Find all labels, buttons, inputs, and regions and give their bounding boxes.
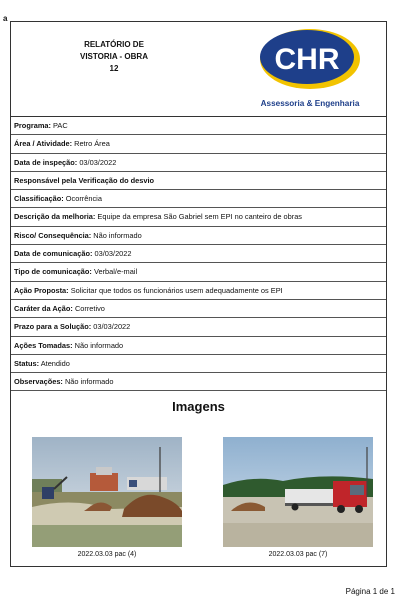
field-value: Corretivo: [74, 303, 105, 313]
logo-text: CHR: [274, 43, 340, 76]
field-row: [11, 117, 386, 135]
field-label: Risco/ Consequência:: [14, 230, 92, 240]
field-value: Equipe da empresa São Gabriel sem EPI no canteiro de obras: [97, 212, 302, 222]
field-label: Caráter da Ação:: [14, 303, 73, 313]
field-value: 03/03/2022: [94, 249, 132, 259]
field-row: [11, 190, 386, 208]
field-row: [11, 172, 386, 190]
field-label: Data de inspeção:: [14, 157, 78, 167]
field-label: Data de comunicação:: [14, 249, 93, 259]
corner-label: a: [3, 14, 8, 23]
field-value: Não informado: [93, 230, 142, 240]
field-row: [11, 355, 386, 373]
field-value: Atendido: [40, 358, 70, 368]
field-value: Ocorrência: [65, 194, 102, 204]
field-value: Retro Área: [74, 139, 110, 149]
field-label: Prazo para a Solução:: [14, 322, 92, 332]
page-number: Página 1 de 1: [345, 587, 395, 596]
field-label: Classificação:: [14, 194, 64, 204]
field-row: [11, 318, 386, 336]
field-row: [11, 373, 386, 391]
report-header: [11, 22, 386, 117]
title-line-1: RELATÓRIO DE: [84, 40, 144, 49]
field-value: Solicitar que todos os funcionários usem adequadamente os EPI: [70, 285, 283, 295]
site-photo-2: [223, 437, 373, 547]
field-row: [11, 263, 386, 281]
field-row: [11, 282, 386, 300]
field-row: [11, 300, 386, 318]
field-row: [11, 337, 386, 355]
site-photo-1: [32, 437, 182, 547]
title-line-2: VISTORIA - OBRA: [79, 52, 148, 61]
field-value: Não informado: [64, 377, 114, 387]
field-value: PAC: [53, 121, 68, 130]
field-value: Não informado: [74, 340, 124, 350]
field-label: Descrição da melhoria:: [14, 212, 96, 222]
photo-2-caption: 2022.03.03 pac (7): [268, 551, 328, 559]
field-label: Responsável pela Verificação do desvio: [14, 175, 155, 185]
field-value: 03/03/2022: [93, 322, 131, 332]
field-label: Ação Proposta:: [14, 285, 69, 295]
field-row: [11, 135, 386, 153]
report-title: [49, 39, 179, 75]
chr-logo: [245, 26, 375, 112]
field-row: [11, 227, 386, 245]
field-value: 03/03/2022: [79, 157, 117, 167]
field-value: Verbal/e-mail: [93, 267, 138, 277]
photo-1-caption: 2022.03.03 pac (4): [77, 551, 137, 559]
field-row: [11, 245, 386, 263]
field-row: [11, 154, 386, 172]
field-label: Ações Tomadas:: [14, 340, 73, 350]
field-label: Programa:: [14, 121, 51, 130]
images-title: Imagens: [172, 399, 225, 415]
logo-subtitle: Assessoria & Engenharia: [260, 99, 360, 108]
inspection-report: [10, 21, 387, 567]
title-line-3: 12: [109, 64, 119, 73]
field-label: Observações:: [14, 377, 63, 387]
field-label: Status:: [14, 358, 40, 368]
field-label: Tipo de comunicação:: [14, 267, 92, 277]
field-row: [11, 208, 386, 226]
field-label: Área / Atividade:: [14, 139, 73, 149]
images-section: [11, 391, 386, 561]
field-list: [11, 117, 386, 391]
